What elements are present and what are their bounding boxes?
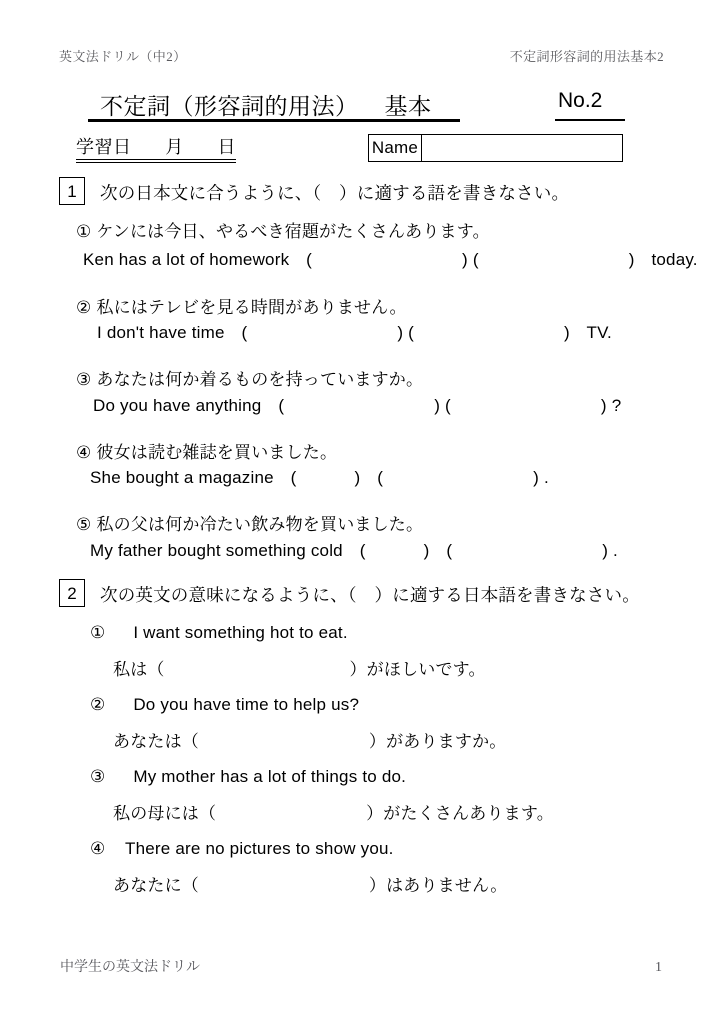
q1-item3-blank-a[interactable]: ( ) (278, 396, 441, 415)
q2-item4-marker: ④ (90, 839, 106, 858)
q1-item5-japanese-text: 私の父は何か冷たい飲み物を買いました。 (96, 515, 424, 534)
q1-item3-blank-b[interactable]: ( ) (445, 396, 607, 415)
q1-item5-japanese (76, 510, 423, 535)
study-date-day[interactable]: 日 (217, 137, 236, 157)
q2-item3-answer-post: ）がたくさんあります。 (366, 804, 554, 823)
q1-item1-blank-a[interactable]: ( ) (306, 250, 468, 269)
page-title-main: 不定詞（形容詞的用法） (100, 93, 359, 119)
q1-item3-japanese-text: あなたは何か着るものを持っていますか。 (96, 370, 424, 389)
title-underline (88, 119, 460, 122)
footer-title: 中学生の英文法ドリル (60, 960, 200, 975)
sheet-number-underline (555, 119, 625, 121)
name-input[interactable] (422, 135, 622, 161)
study-date-text (76, 133, 236, 159)
q2-item2-english (90, 695, 359, 715)
question-number-1: 1 (59, 177, 85, 205)
q1-item3-japanese (76, 365, 423, 390)
q2-item1-answer (113, 655, 486, 680)
q1-item2-blank-b[interactable]: ( ) (408, 323, 570, 342)
q2-item1-marker: ① (90, 623, 106, 642)
q2-item2-answer-post: ）がありますか。 (368, 732, 507, 751)
q1-item5-english-pre: My father bought something cold (90, 541, 343, 560)
q2-item2-english-text: Do you have time to help us? (133, 695, 360, 714)
q2-item3-english (90, 767, 406, 787)
q2-item1-english (90, 623, 348, 643)
q1-item3-english (93, 396, 621, 416)
q2-item1-answer-post: ）がほしいです。 (349, 660, 486, 679)
running-header-right: 不定詞形容詞的用法基本2 (509, 49, 664, 64)
q2-item4-english (90, 839, 394, 859)
q2-item4-answer (113, 871, 508, 896)
q2-item3-answer (113, 799, 554, 824)
study-date-block (76, 133, 236, 159)
q1-item2-english (97, 323, 612, 343)
q1-item3-marker: ③ (76, 370, 92, 389)
q2-item2-answer-pre: あなたは（ (113, 732, 199, 751)
q2-item4-answer-pre: あなたに（ (113, 876, 199, 895)
q1-item5-english-post: . (613, 541, 618, 560)
q1-item5-marker: ⑤ (76, 515, 92, 534)
q1-item5-blank-a[interactable]: ( ) (359, 541, 430, 560)
q1-item2-english-pre: I don't have time (97, 323, 225, 342)
title-row (0, 88, 724, 122)
q1-item3-english-post: ? (611, 396, 622, 415)
running-header-left: 英文法ドリル（中2） (59, 49, 187, 64)
q1-item4-english (90, 468, 549, 488)
q1-item1-japanese (76, 217, 490, 242)
study-date-label: 学習日 (76, 137, 132, 157)
q1-item4-english-post: . (543, 468, 549, 487)
question-1-instruction: 次の日本文に合うように、（ ）に適する語を書きなさい。 (100, 183, 570, 203)
q1-item3-english-pre: Do you have anything (93, 396, 262, 415)
q2-item2-marker: ② (90, 695, 106, 714)
q1-item1-english-post: today. (651, 250, 698, 269)
q1-item5-blank-b[interactable]: ( ) (446, 541, 609, 560)
q1-item4-blank-a[interactable]: ( ) (290, 468, 361, 487)
q1-item1-english (83, 250, 698, 270)
q2-item3-marker: ③ (90, 767, 106, 786)
q1-item2-blank-a[interactable]: ( ) (241, 323, 404, 342)
name-box (368, 134, 623, 162)
q1-item5-english (90, 541, 618, 561)
q2-item3-english-text: My mother has a lot of things to do. (133, 767, 407, 786)
q2-item4-english-text: There are no pictures to show you. (125, 839, 394, 858)
q2-item2-answer (113, 727, 506, 752)
sheet-number: No.2 (558, 89, 603, 112)
question-number-2: 2 (59, 579, 85, 607)
q1-item4-japanese-text: 彼女は読む雑誌を買いました。 (96, 443, 338, 462)
q1-item2-japanese (76, 293, 407, 318)
q1-item4-english-pre: She bought a magazine (90, 468, 274, 487)
study-date-month[interactable]: 月 (165, 137, 184, 157)
name-label: Name (369, 135, 422, 161)
q1-item1-japanese-text: ケンには今日、やるべき宿題がたくさんあります。 (96, 222, 490, 241)
q1-item4-blank-b[interactable]: ( ) (377, 468, 540, 487)
q2-item1-answer-pre: 私は（ (113, 660, 165, 679)
study-date-underline (76, 159, 236, 163)
q1-item2-english-post: TV. (586, 323, 612, 342)
q1-item1-marker: ① (76, 222, 92, 241)
q1-item4-marker: ④ (76, 443, 92, 462)
q1-item1-blank-b[interactable]: ( ) (472, 250, 635, 269)
q1-item1-english-pre: Ken has a lot of homework (83, 250, 290, 269)
page-number: 1 (655, 960, 662, 975)
q1-item2-marker: ② (76, 298, 92, 317)
question-2-instruction: 次の英文の意味になるように、（ ）に適する日本語を書きなさい。 (100, 585, 640, 605)
page-title-sub: 基本 (384, 93, 432, 119)
q2-item4-answer-post: ）はありません。 (368, 876, 508, 895)
page-title (100, 88, 432, 121)
q1-item2-japanese-text: 私にはテレビを見る時間がありません。 (96, 298, 407, 317)
q1-item4-japanese (76, 438, 337, 463)
q2-item3-answer-pre: 私の母には（ (113, 804, 217, 823)
q2-item1-english-text: I want something hot to eat. (133, 623, 348, 642)
